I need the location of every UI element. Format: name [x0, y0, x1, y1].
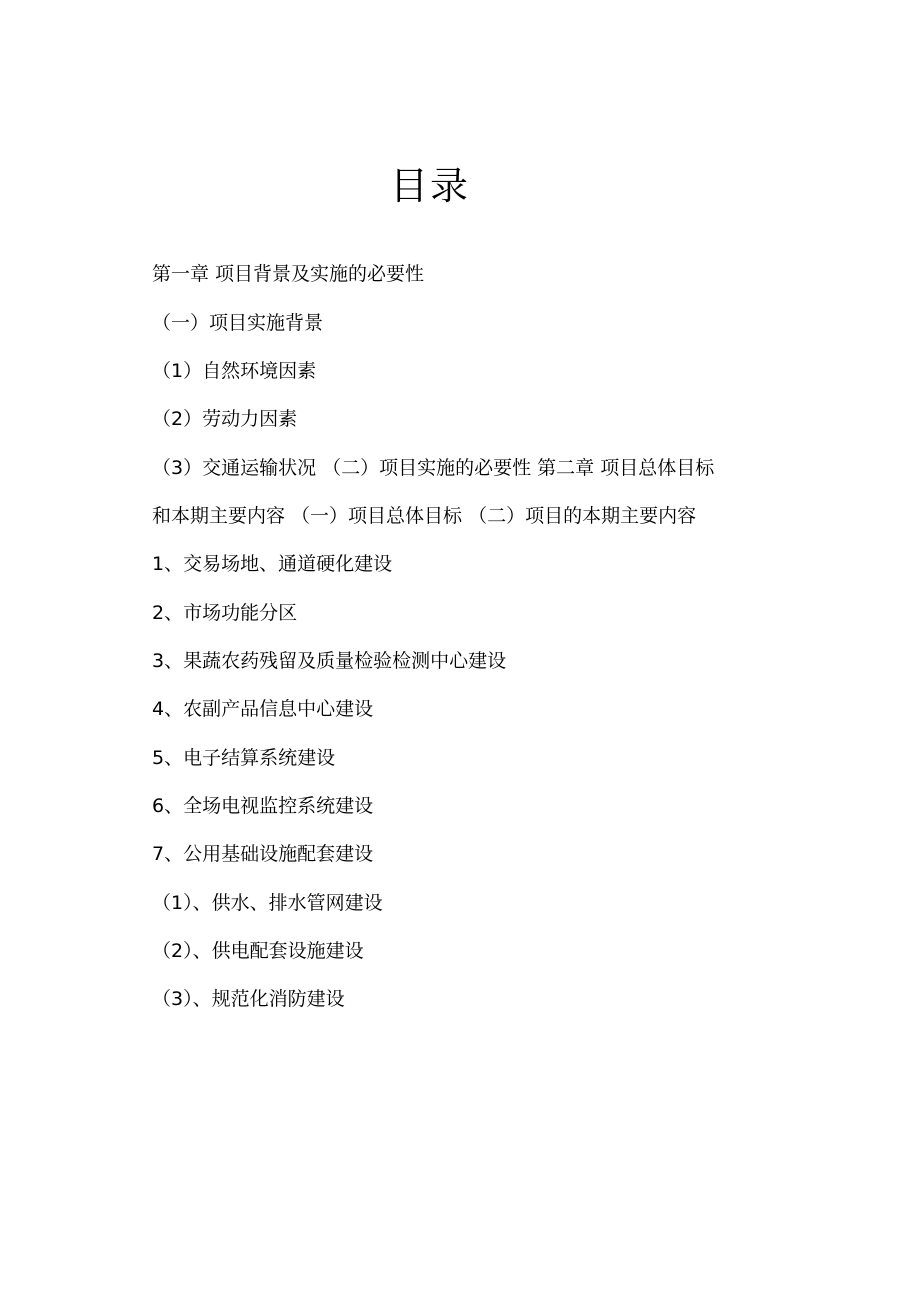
toc-line-item-5: 5、电子结算系统建设	[152, 747, 336, 769]
toc-line-item-natural: （1）自然环境因素	[152, 360, 317, 382]
toc-line-item-7: 7、公用基础设施配套建设	[152, 843, 374, 865]
toc-line-item-2: 2、市场功能分区	[152, 602, 298, 624]
toc-line-item-3: 3、果蔬农药残留及质量检验检测中心建设	[152, 650, 507, 672]
toc-line-item-6: 6、全场电视监控系统建设	[152, 795, 374, 817]
toc-line-subitem-water: （1）、供水、排水管网建设	[152, 892, 383, 914]
toc-line-item-4: 4、农副产品信息中心建设	[152, 698, 374, 720]
toc-line-item-transport: （3）交通运输状况 （二）项目实施的必要性 第二章 项目总体目标	[152, 457, 715, 479]
page-title: 目录	[389, 164, 470, 208]
toc-line-chapter-1: 第一章 项目背景及实施的必要性	[152, 263, 425, 285]
toc-line-section-1-1: （一）项目实施背景	[152, 312, 324, 334]
toc-line-subitem-power: （2）、供电配套设施建设	[152, 940, 364, 962]
toc-line-item-1: 1、交易场地、通道硬化建设	[152, 553, 393, 575]
toc-line-chapter-2-cont: 和本期主要内容 （一）项目总体目标 （二）项目的本期主要内容	[152, 505, 697, 527]
toc-line-subitem-fire: （3）、规范化消防建设	[152, 988, 345, 1010]
toc-line-item-labor: （2）劳动力因素	[152, 408, 298, 430]
